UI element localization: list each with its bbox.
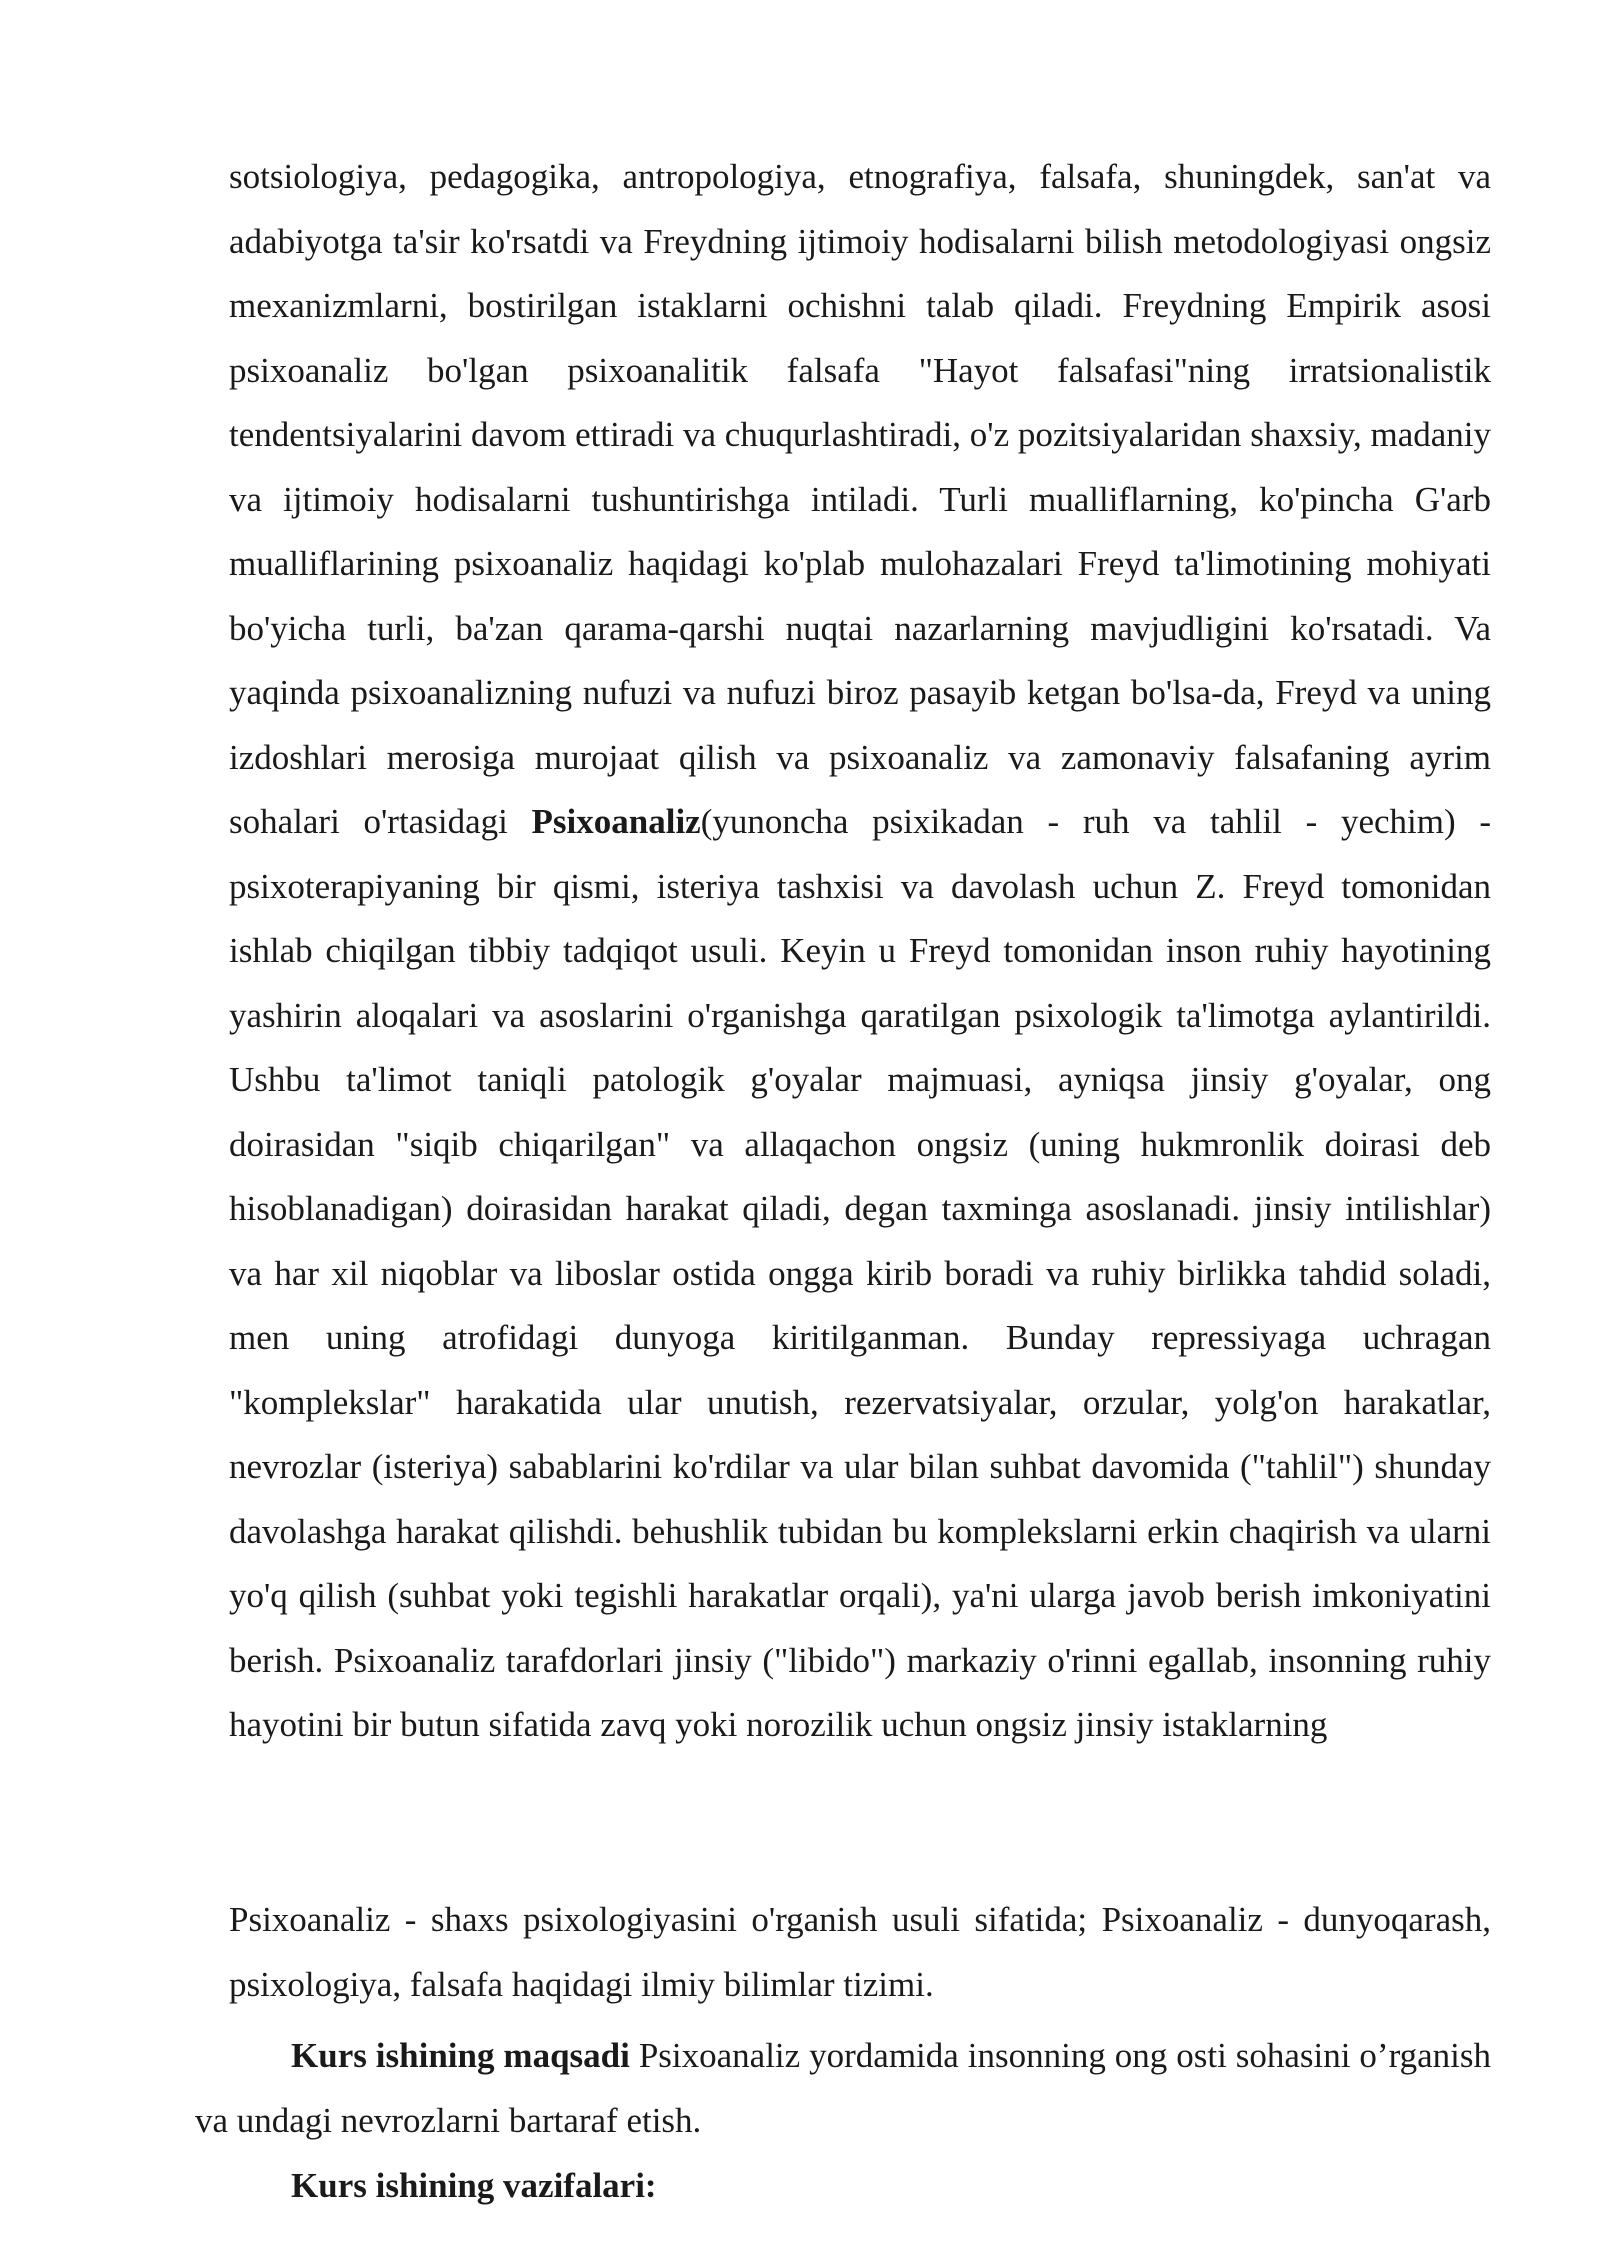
course-tasks-heading: Kurs ishining vazifalari: bbox=[291, 2166, 657, 2205]
definition-paragraph: Psixoanaliz - shaxs psixologiyasini o'rganish usuli sifatida; Psixoanaliz - dunyoqarash, psixologiya, falsafa haqidagi ilmiy bilimlar tizimi. bbox=[229, 1900, 1491, 2004]
course-goal-text: Psixoanaliz yordamida insonning ong osti sohasini o’rganish va undagi nevrozlarni bartaraf etish. bbox=[195, 2036, 1491, 2140]
paragraph-text-2: (yunoncha psixikadan - ruh va tahlil - yechim) - psixoterapiyaning bir qismi, isteriya tashxisi va davolash uchun Z. Freyd tomonidan ishlab chiqilgan tibbiy tadqiqot usuli. Keyin u Freyd tomonidan inson ruhiy hayotining yashirin aloqalari va asoslarini o'rganishga qaratilgan psixologik ta'limotga aylantirildi. Ushbu ta'limot taniqli patologik g'oyalar majmuasi, ayniqsa jinsiy g'oyalar, ong doirasidan "siqib chiqarilgan" va allaqachon ongsiz (uning hukmronlik doirasi deb hisoblanadigan) doirasidan harakat qiladi, degan taxminga asoslanadi. jinsiy intilishlar) va har xil niqoblar va liboslar ostida ongga kirib boradi va ruhiy birlikka tahdid soladi, men uning atrofidagi dunyoga kiritilganman. Bunday repressiyaga uchragan "komplekslar" harakatida ular unutish, rezervatsiyalar, orzular, yolg'on harakatlar, nevrozlar (isteriya) sabablarini ko'rdilar va ular bilan suhbat davomida ("tahlil") shunday davolashga harakat qilishdi. behushlik tubidan bu komplekslarni erkin chaqirish va ularni yo'q qilish (suhbat yoki tegishli harakatlar orqali), ya'ni ularga javob berish imkoniyatini berish. Psixoanaliz tarafdorlari jinsiy ("libido") markaziy o'rinni egallab, insonning ruhiy hayotini bir butun sifatida zavq yoki norozilik uchun ongsiz jinsiy istaklarning bbox=[229, 802, 1492, 1744]
main-paragraph bbox=[229, 145, 1491, 1758]
course-goal-paragraph bbox=[195, 2024, 1491, 2153]
course-goal-heading: Kurs ishining maqsadi bbox=[291, 2036, 630, 2075]
term-psixoanaliz: Psixoanaliz bbox=[531, 802, 701, 841]
paragraph-text-1: sotsiologiya, pedagogika, antropologiya, etnografiya, falsafa, shuningdek, san'at va adabiyotga ta'sir ko'rsatdi va Freydning ijtimoiy hodisalarni bilish metodologiyasi ongsiz mexanizmlarni, bostirilgan istaklarni ochishni talab qiladi. Freydning Empirik asosi psixoanaliz bo'lgan psixoanalitik falsafa "Hayot falsafasi"ning irratsionalistik tendentsiyalarini davom ettiradi va chuqurlashtiradi, o'z pozitsiyalaridan shaxsiy, madaniy va ijtimoiy hodisalarni tushuntirishga intiladi. Turli mualliflarning, ko'pincha G'arb mualliflarining psixoanaliz haqidagi ko'plab mulohazalari Freyd ta'limotining mohiyati bo'yicha turli, ba'zan qarama-qarshi nuqtai nazarlarning mavjudligini ko'rsatadi. Va yaqinda psixoanalizning nufuzi va nufuzi biroz pasayib ketgan bo'lsa-da, Freyd va uning izdoshlari merosiga murojaat qilish va psixoanaliz va zamonaviy falsafaning ayrim sohalari o'rtasidagi bbox=[229, 157, 1491, 841]
course-tasks-paragraph bbox=[291, 2154, 1491, 2219]
